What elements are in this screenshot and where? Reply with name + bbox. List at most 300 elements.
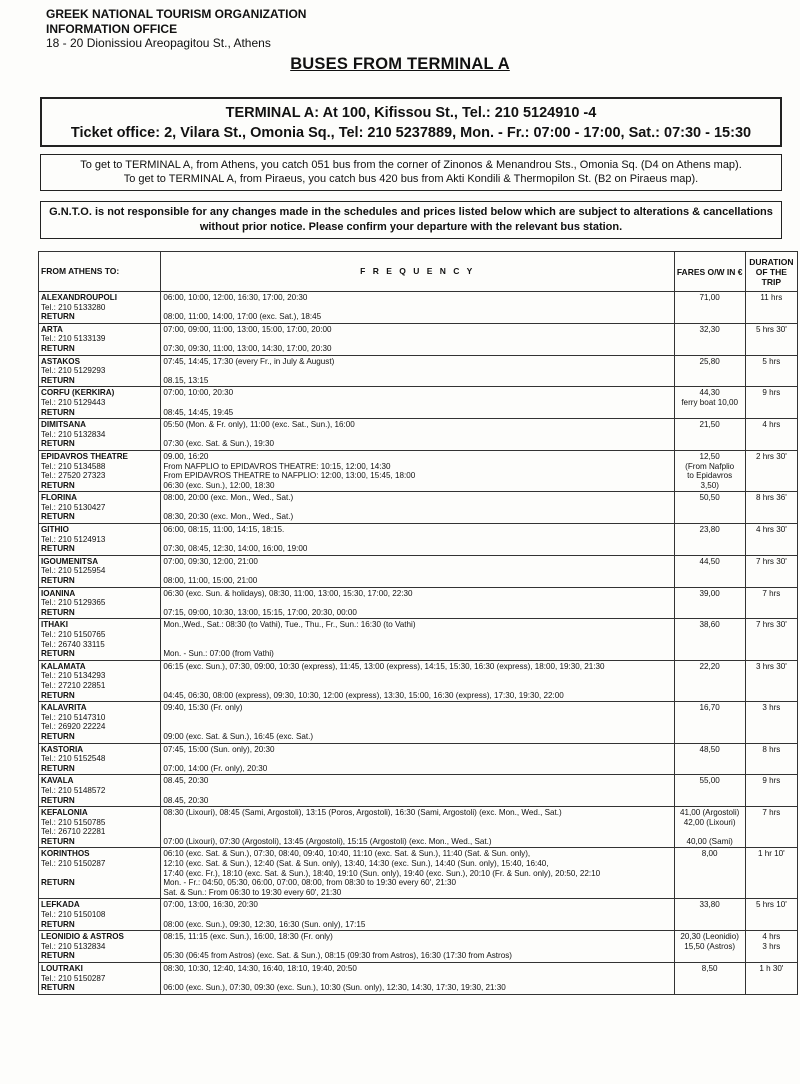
fare-value (677, 827, 743, 837)
spacer (163, 671, 671, 681)
fare-value: ferry boat 10,00 (681, 397, 739, 407)
return-times: 08.15, 13:15 (163, 375, 209, 385)
fare-value: to Epidavros (687, 471, 733, 481)
duration-cell (745, 660, 797, 701)
destination-phone: Tel.: 210 5124913 (41, 534, 106, 544)
destination-name: CORFU (KERKIRA) (41, 388, 115, 398)
duration-value: 9 hrs (762, 776, 781, 786)
fare-value: 44,30 (699, 388, 720, 398)
outbound-times: 17:40 (exc. Fr.), 18:10 (exc. Sat. & Sun.), 18:40, 19:10 (Sun. only), 19:40 (exc. Sun.), 20:10 (Fr. & Sun. only), 20:50, 22:10 (163, 868, 601, 878)
outbound-times: 06:15 (exc. Sun.), 07:30, 09:00, 10:30 (express), 11:45, 13:00 (express), 14:15, 15:30, 16:30 (express), 18:00, 19:30, 21:30 (163, 661, 605, 671)
destination-name: IGOUMENITSA (41, 556, 99, 566)
destination-phone: Tel.: 26740 33115 (41, 639, 105, 649)
fare-value: 15,50 (Astros) (684, 941, 736, 951)
spacer (163, 942, 671, 952)
return-label: RETURN (41, 407, 75, 417)
fare-value: 42,00 (Lixouri) (683, 817, 736, 827)
spacer (163, 786, 671, 796)
outbound-times: 08:00, 20:00 (exc. Mon., Wed., Sat.) (163, 493, 294, 503)
destination-phone: Tel.: 210 5134293 (41, 671, 106, 681)
duration-value: 3 hrs 30' (755, 661, 787, 671)
col-header-fares: FARES O/W IN € (674, 252, 745, 292)
duration-value: 4 hrs (762, 932, 781, 942)
return-times: 08:00 (exc. Sun.), 09:30, 12:30, 16:30 (Sun. only), 17:15 (163, 919, 366, 929)
table-row (39, 743, 798, 775)
destination-phone: Tel.: 26920 22224 (41, 722, 106, 732)
destination-cell (39, 555, 161, 587)
duration-value: 11 hrs (760, 293, 783, 302)
frequency-cell (161, 807, 674, 848)
spacer (163, 974, 671, 984)
destination-phone: Tel.: 210 5147310 (41, 712, 106, 722)
table-row (39, 524, 798, 556)
fare-cell (674, 555, 745, 587)
return-times: 07:30 (exc. Sat. & Sun.), 19:30 (163, 439, 274, 449)
outbound-times: 12:10 (exc. Sat. & Sun.), 12:40 (Sat. & Sun. only), 13:40, 14:30 (exc. Sun.), 14:40 (Sun. only), 15:40, 16:40, (163, 859, 549, 869)
destination-name: KAVALA (41, 776, 74, 786)
frequency-cell (161, 555, 674, 587)
destination-name: ARTA (41, 324, 63, 334)
fare-cell (674, 292, 745, 324)
spacer (163, 630, 671, 640)
destination-name: LEFKADA (41, 900, 80, 910)
bus-schedule-table (38, 251, 798, 995)
fare-value: 23,80 (699, 525, 720, 535)
duration-value: 2 hrs 30' (755, 451, 787, 461)
frequency-cell (161, 355, 674, 387)
return-times: 07:30, 08:45, 12:30, 14:00, 16:00, 19:00 (163, 544, 308, 554)
disclaimer-box (40, 201, 782, 239)
duration-value: 5 hrs 10' (755, 900, 787, 910)
col-header-destination: FROM ATHENS TO: (39, 252, 161, 292)
destination-phone: Tel.: 210 5150765 (41, 630, 106, 639)
table-row (39, 323, 798, 355)
outbound-times: 07:00, 10:00, 20:30 (163, 388, 234, 398)
fare-value: 39,00 (699, 588, 720, 598)
table-row (39, 702, 798, 743)
duration-value: 9 hrs (762, 388, 781, 398)
duration-value: 7 hrs 30' (755, 556, 787, 566)
duration-cell (745, 323, 797, 355)
outbound-times: 08:30 (Lixouri), 08:45 (Sami, Argostoli), 13:15 (Poros, Argostoli), 16:30 (Sami, Argostoli) (exc. Mon., Wed., Sat.) (163, 808, 562, 818)
return-times: 08.45, 20:30 (163, 795, 209, 805)
outbound-times: 07:45, 15:00 (Sun. only), 20:30 (163, 744, 275, 754)
table-row (39, 387, 798, 419)
fare-cell (674, 963, 745, 995)
frequency-cell (161, 775, 674, 807)
spacer (163, 681, 671, 691)
duration-value: 4 hrs 30' (755, 525, 787, 535)
fare-value: 12,50 (699, 451, 720, 461)
destination-name: LEONIDIO & ASTROS (41, 932, 124, 942)
destination-phone: Tel.: 210 5130427 (41, 502, 106, 512)
fare-cell (674, 387, 745, 419)
duration-cell (745, 899, 797, 931)
destination-name: ITHAKI (41, 620, 68, 630)
destination-cell (39, 450, 161, 491)
frequency-cell (161, 963, 674, 995)
return-label: RETURN (41, 983, 75, 993)
frequency-cell (161, 931, 674, 963)
return-label: RETURN (41, 343, 75, 353)
table-row (39, 355, 798, 387)
table-row (39, 775, 798, 807)
outbound-times: Mon.,Wed., Sat.: 08:30 (to Vathi), Tue., Thu., Fr., Sun.: 16:30 (to Vathi) (163, 620, 416, 630)
directions-athens: To get to TERMINAL A, from Athens, you catch 051 bus from the corner of Zinonos & Menandrou Sts., Omonia Sq. (D4 on Athens map). (80, 159, 742, 171)
fare-cell (674, 931, 745, 963)
spacer (163, 566, 671, 576)
fare-cell (674, 524, 745, 556)
duration-value: 7 hrs (762, 808, 781, 818)
destination-cell (39, 492, 161, 524)
fare-cell (674, 587, 745, 619)
return-times: 09:00 (exc. Sat. & Sun.), 16:45 (exc. Sat.) (163, 731, 314, 741)
return-label: RETURN (41, 544, 75, 554)
destination-phone: Tel.: 26710 22281 (41, 827, 106, 837)
return-times: 08:00, 11:00, 15:00, 21:00 (163, 576, 258, 586)
duration-cell (745, 619, 797, 660)
outbound-times: 06:00, 10:00, 12:00, 16:30, 17:00, 20:30 (163, 293, 308, 302)
return-times: Mon. - Fr.: 04:50, 05:30, 06:00, 07:00, 08:00, from 08:30 to 19:30 every 60', 21:30 (163, 878, 456, 888)
table-row (39, 660, 798, 701)
duration-cell (745, 355, 797, 387)
destination-name: ALEXANDROUPOLI (41, 293, 117, 302)
destination-phone: Tel.: 210 5152548 (41, 754, 106, 764)
destination-phone: Tel.: 210 5132834 (41, 429, 106, 439)
destination-phone: Tel.: 210 5134588 (41, 461, 106, 471)
return-label: RETURN (41, 312, 75, 322)
outbound-times: 08:30, 10:30, 12:40, 14:30, 16:40, 18:10, 19:40, 20:50 (163, 964, 357, 973)
spacer (163, 640, 671, 650)
directions-piraeus: To get to TERMINAL A, from Piraeus, you catch bus 420 bus from Akti Kondili & Thermopilon St. (B2 on Piraeus map). (123, 173, 699, 185)
fare-cell (674, 848, 745, 899)
col-header-frequency: F R E Q U E N C Y (161, 252, 674, 292)
outbound-times: 09.00, 16:20 (163, 451, 209, 461)
frequency-cell (161, 587, 674, 619)
outbound-times: 07:00, 09:30, 12:00, 21:00 (163, 556, 258, 566)
destination-phone: Tel.: 210 5129443 (41, 397, 106, 407)
table-row (39, 963, 798, 995)
destination-cell (39, 931, 161, 963)
frequency-cell (161, 323, 674, 355)
destination-name: EPIDAVROS THEATRE (41, 451, 128, 461)
duration-cell (745, 450, 797, 491)
fare-cell (674, 807, 745, 848)
duration-value: 7 hrs (762, 588, 781, 598)
page-title: BUSES FROM TERMINAL A (290, 55, 510, 73)
fare-value: 3,50) (700, 480, 719, 490)
duration-value: 8 hrs (762, 744, 781, 754)
table-row (39, 619, 798, 660)
fare-value: 22,20 (699, 661, 720, 671)
destination-cell (39, 963, 161, 995)
frequency-cell (161, 419, 674, 451)
outbound-times: 09:40, 15:30 (Fr. only) (163, 703, 243, 713)
destination-phone: Tel.: 210 5150287 (41, 973, 106, 983)
duration-cell (745, 492, 797, 524)
table-row (39, 555, 798, 587)
return-times: 07:15, 09:00, 10:30, 13:00, 15:15, 17:00, 20:30, 00:00 (163, 607, 357, 617)
spacer (163, 334, 671, 344)
fare-cell (674, 775, 745, 807)
return-times: Sat. & Sun.: From 06:30 to 19:30 every 60', 21:30 (163, 887, 342, 897)
frequency-cell (161, 619, 674, 660)
frequency-cell (161, 524, 674, 556)
fare-value: 8,00 (701, 849, 718, 859)
destination-name: KALAMATA (41, 661, 86, 671)
return-label: RETURN (41, 795, 75, 805)
fare-value: (From Nafplio (685, 461, 735, 471)
destination-phone: Tel.: 27210 22851 (41, 680, 106, 690)
table-row (39, 899, 798, 931)
return-times: 05:30 (06:45 from Astros) (exc. Sat. & Sun.), 08:15 (09:30 from Astros), 16:30 (17:30 from Astros) (163, 951, 512, 961)
duration-cell (745, 848, 797, 899)
fare-value: 16,70 (699, 703, 720, 713)
outbound-times: From EPIDAVROS THEATRE to NAFPLIO: 12:00, 13:00, 15:45, 18:00 (163, 471, 416, 481)
destination-name: KEFALONIA (41, 808, 88, 818)
duration-cell (745, 292, 797, 324)
destination-phone: Tel.: 210 5150108 (41, 910, 106, 920)
fare-value: 50,50 (699, 493, 720, 503)
spacer (163, 818, 671, 828)
spacer (163, 398, 671, 408)
terminal-info-box (40, 97, 782, 147)
outbound-times: From NAFPLIO to EPIDAVROS THEATRE: 10:15, 12:00, 14:30 (163, 461, 391, 471)
destination-phone: Tel.: 210 5150785 (41, 817, 106, 827)
destination-phone: Tel.: 210 5132834 (41, 941, 106, 951)
duration-cell (745, 419, 797, 451)
duration-cell (745, 524, 797, 556)
table-row (39, 587, 798, 619)
destination-name: ASTAKOS (41, 356, 80, 366)
return-label: RETURN (41, 375, 75, 385)
destination-name: KORINTHOS (41, 849, 90, 859)
fare-cell (674, 450, 745, 491)
fare-value: 48,50 (699, 744, 720, 754)
outbound-times: 05:50 (Mon. & Fr. only), 11:00 (exc. Sat., Sun.), 16:00 (163, 420, 355, 430)
destination-cell (39, 524, 161, 556)
table-row (39, 807, 798, 848)
outbound-times: 08:15, 11:15 (exc. Sun.), 16:00, 18:30 (Fr. only) (163, 932, 333, 942)
destination-cell (39, 292, 161, 324)
return-times: 08:00, 11:00, 14:00, 17:00 (exc. Sat.), 18:45 (163, 312, 322, 322)
table-row (39, 931, 798, 963)
duration-value: 1 h 30' (759, 964, 784, 973)
fare-cell (674, 323, 745, 355)
duration-cell (745, 807, 797, 848)
destination-phone: Tel.: 210 5150287 (41, 859, 106, 869)
destination-phone: Tel.: 210 5129293 (41, 366, 106, 376)
outbound-times: 06:30 (exc. Sun. & holidays), 08:30, 11:00, 13:00, 15:30, 17:00, 22:30 (163, 588, 413, 598)
office-name: INFORMATION OFFICE (46, 21, 178, 36)
spacer (163, 910, 671, 920)
spacer (41, 869, 158, 879)
office-header (46, 7, 306, 51)
fare-value: 41,00 (Argostoli) (679, 808, 740, 818)
destination-phone: Tel.: 210 5133280 (41, 302, 106, 312)
destination-cell (39, 743, 161, 775)
destination-cell (39, 775, 161, 807)
destination-phone: Tel.: 210 5148572 (41, 785, 106, 795)
destination-name: FLORINA (41, 493, 77, 503)
outbound-times: 07:00, 09:00, 11:00, 13:00, 15:00, 17:00, 20:00 (163, 324, 332, 334)
return-times: 06:00 (exc. Sun.), 07:30, 09:30 (exc. Sun.), 10:30 (Sun. only), 12:30, 14:30, 17:30, 19:30, 21:30 (163, 983, 506, 993)
duration-value: 7 hrs 30' (755, 620, 787, 630)
duration-value: 3 hrs (762, 703, 781, 713)
spacer (163, 503, 671, 513)
frequency-cell (161, 492, 674, 524)
duration-value: 1 hr 10' (757, 849, 785, 859)
return-label: RETURN (41, 836, 75, 846)
return-times: 07:00, 14:00 (Fr. only), 20:30 (163, 763, 268, 773)
duration-cell (745, 587, 797, 619)
frequency-cell (161, 899, 674, 931)
fare-value: 25,80 (699, 356, 720, 366)
fare-value: 8,50 (701, 964, 718, 973)
destination-name: KASTORIA (41, 744, 84, 754)
return-times: 07:00 (Lixouri), 07:30 (Argostoli), 13:45 (Argostoli), 15:15 (Argostoli) (exc. Mon., Wed., Sat.) (163, 836, 492, 846)
outbound-times: 06:10 (exc. Sat. & Sun.), 07:30, 08:40, 09:40, 10:40, 11:10 (exc. Sat. & Sun.), 11:40 (Sat. & Sun. only), (163, 849, 531, 859)
schedule-body (39, 292, 798, 995)
outbound-times: 08.45, 20:30 (163, 776, 209, 786)
return-times: 08:45, 14:45, 19:45 (163, 407, 234, 417)
duration-cell (745, 963, 797, 995)
outbound-times: 07:00, 13:00, 16:30, 20:30 (163, 900, 258, 910)
fare-cell (674, 619, 745, 660)
duration-value: 8 hrs 36' (755, 493, 787, 503)
spacer (163, 827, 671, 837)
destination-name: LOUTRAKI (41, 964, 83, 973)
return-label: RETURN (41, 690, 75, 700)
destination-cell (39, 807, 161, 848)
destination-phone: Tel.: 27520 27323 (41, 471, 106, 481)
frequency-cell (161, 387, 674, 419)
destination-phone: Tel.: 210 5129365 (41, 598, 106, 608)
destination-cell (39, 848, 161, 899)
duration-cell (745, 775, 797, 807)
destination-cell (39, 387, 161, 419)
spacer (163, 430, 671, 440)
fare-cell (674, 899, 745, 931)
spacer (163, 722, 671, 732)
return-label: RETURN (41, 480, 75, 490)
duration-cell (745, 702, 797, 743)
table-row (39, 848, 798, 899)
duration-value: 4 hrs (762, 420, 781, 430)
destination-cell (39, 899, 161, 931)
table-row (39, 492, 798, 524)
destination-cell (39, 587, 161, 619)
fare-value: 32,30 (699, 324, 720, 334)
fare-value: 55,00 (699, 776, 720, 786)
return-times: 04:45, 06:30, 08:00 (express), 09:30, 10:30, 12:00 (express), 13:30, 15:00, 16:30 (express), 17:30, 19:30, 22:00 (163, 690, 564, 700)
destination-phone: Tel.: 210 5125954 (41, 566, 106, 576)
destination-cell (39, 619, 161, 660)
fare-cell (674, 660, 745, 701)
terminal-address: TERMINAL A: At 100, Kifissou St., Tel.: 210 5124910 -4 (225, 105, 597, 121)
frequency-cell (161, 292, 674, 324)
col-header-duration: DURATION OF THE TRIP (745, 252, 797, 292)
duration-cell (745, 555, 797, 587)
fare-value: 38,60 (699, 620, 720, 630)
return-label: RETURN (41, 878, 75, 888)
fare-value: 44,50 (699, 556, 720, 566)
return-label: RETURN (41, 731, 75, 741)
spacer (163, 713, 671, 723)
destination-phone: Tel.: 210 5133139 (41, 334, 106, 344)
fare-value: 20,30 (Leonidio) (680, 932, 739, 942)
return-times: Mon. - Sun.: 07:00 (from Vathi) (163, 649, 274, 659)
fare-value: 40,00 (Sami) (686, 836, 733, 846)
return-label: RETURN (41, 512, 75, 522)
ticket-office-info: Ticket office: 2, Vilara St., Omonia Sq., Tel: 210 5237889, Mon. - Fr.: 07:00 - 17:00, Sat.: 07:30 - 15:30 (70, 125, 752, 141)
outbound-times: 07:45, 14:45, 17:30 (every Fr., in July & August) (163, 356, 335, 366)
duration-value: 5 hrs 30' (755, 324, 787, 334)
return-label: RETURN (41, 439, 75, 449)
fare-cell (674, 743, 745, 775)
return-label: RETURN (41, 763, 75, 773)
duration-value: 3 hrs (762, 941, 781, 951)
return-times: 07:30, 09:30, 11:00, 13:00, 14:30, 17:00, 20:30 (163, 343, 332, 353)
return-times: 08:30, 20:30 (exc. Mon., Wed., Sat.) (163, 512, 294, 522)
fare-value: 33,80 (699, 900, 720, 910)
outbound-times: 06:00, 08:15, 11:00, 14:15, 18:15. (163, 525, 285, 535)
return-label: RETURN (41, 576, 75, 586)
frequency-cell (161, 848, 674, 899)
duration-value: 5 hrs (762, 356, 781, 366)
destination-cell (39, 355, 161, 387)
disclaimer-line-2: without prior notice. Please confirm your departure with the relevant bus station. (199, 221, 623, 233)
frequency-cell (161, 702, 674, 743)
duration-cell (745, 931, 797, 963)
destination-name: DIMITSANA (41, 420, 86, 430)
table-row (39, 450, 798, 491)
return-label: RETURN (41, 607, 75, 617)
frequency-cell (161, 660, 674, 701)
fare-cell (674, 355, 745, 387)
duration-cell (745, 387, 797, 419)
fare-value: 71,00 (699, 293, 720, 302)
destination-name: KALAVRITA (41, 703, 87, 713)
spacer (163, 535, 671, 545)
destination-cell (39, 419, 161, 451)
disclaimer-line-1: G.N.T.O. is not responsible for any changes made in the schedules and prices listed below which are subject to alterations & cancellations (49, 206, 773, 218)
destination-name: GITHIO (41, 525, 69, 535)
org-name: GREEK NATIONAL TOURISM ORGANIZATION (46, 7, 307, 21)
table-row (39, 419, 798, 451)
fare-value: 21,50 (699, 420, 720, 430)
fare-cell (674, 419, 745, 451)
return-times: 06:30 (exc. Sun.), 12:00, 18:30 (163, 480, 275, 490)
duration-cell (745, 743, 797, 775)
destination-cell (39, 702, 161, 743)
fare-cell (674, 492, 745, 524)
destination-name: IOANINA (41, 588, 76, 598)
return-label: RETURN (41, 919, 75, 929)
frequency-cell (161, 743, 674, 775)
spacer (163, 366, 671, 376)
spacer (163, 303, 671, 313)
spacer (163, 754, 671, 764)
return-label: RETURN (41, 951, 75, 961)
destination-cell (39, 660, 161, 701)
fare-cell (674, 702, 745, 743)
return-label: RETURN (41, 649, 75, 659)
directions-box (40, 154, 782, 191)
spacer (163, 598, 671, 608)
frequency-cell (161, 450, 674, 491)
table-row (39, 292, 798, 324)
